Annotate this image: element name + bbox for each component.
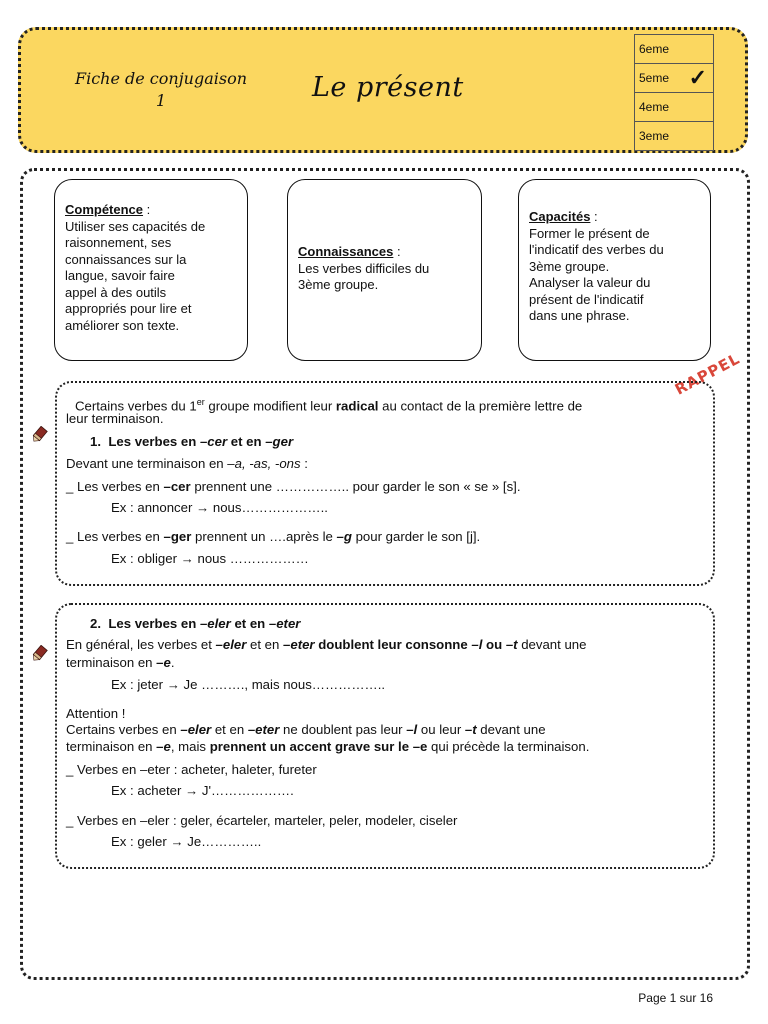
capacites-line: Analyser la valeur du [529,275,651,290]
level-5eme-label: 5eme [639,71,670,85]
page-title: Le présent [312,72,464,103]
capacites-line: 3ème groupe. [529,258,610,274]
geler-example: Ex : geler → Je………….. [111,834,262,849]
capacites-line: présent de l'indicatif [529,291,644,307]
capacites-heading: Capacités [529,209,591,224]
level-4eme: 4eme [635,93,714,122]
fiche-title-line2: 1 [155,91,167,110]
connaissances-heading: Connaissances [298,244,394,259]
attention-label: Attention ! [66,706,126,721]
fiche-title-line1: Fiche de conjugaison [74,69,248,88]
capacites-line: l'indicatif des verbes du [529,242,664,257]
card-competence [54,179,248,361]
attention-line1: Certains verbes en –eler et en –eter ne doublent pas leur –l ou leur –t devant une [66,722,546,737]
page-number: Page 1 sur 16 [638,991,713,1005]
connaissances-colon: : [393,244,401,259]
level-5eme [635,64,714,93]
competence-line: appropriés pour lire et [65,301,192,316]
eter-verb-list: _ Verbes en –eter : acheter, haleter, fureter [66,762,317,777]
general-rule-line2: terminaison en –e. [66,655,175,670]
jeter-example: Ex : jeter → Je ………., mais nous…………….. [111,677,386,692]
acheter-example: Ex : acheter → J'………………. [111,783,294,798]
ger-example: Ex : obliger → nous ……………… [111,551,309,566]
card-connaissances [287,179,482,361]
connaissances-line: 3ème groupe. [298,277,379,292]
rappel-stamp: RAPPEL [671,349,744,399]
pencil-icon [30,426,48,444]
connaissances-line: Les verbes difficiles du [298,260,430,276]
cer-rule: _ Les verbes en –cer prennent une …………….. pour garder le son « se » [s]. [66,479,521,494]
competence-line: Utiliser ses capacités de [65,218,206,234]
checkmark-icon: ✓ [688,65,707,90]
devant-line: Devant une terminaison en –a, -as, -ons : [66,456,308,471]
level-6eme: 6eme [635,35,714,64]
pencil-icon [30,645,48,663]
competence-colon: : [143,202,151,217]
competence-line: raisonnement, ses [65,235,172,250]
intro-line2: leur terminaison. [66,411,164,426]
competence-heading: Compétence [65,202,144,217]
fiche-title [56,68,266,112]
competence-line: langue, savoir faire [65,268,175,283]
cer-example: Ex : annoncer → nous……………….. [111,500,328,515]
level-table [634,34,714,151]
capacites-colon: : [590,209,598,224]
capacites-line: Former le présent de [529,225,650,241]
competence-line: connaissances sur la [65,251,187,267]
heading-cer-ger: 1. Les verbes en –cer et en –ger [90,434,294,449]
attention-line2: terminaison en –e, mais prennent un accent grave sur le –e qui précède la terminaison. [66,739,590,754]
competence-line: appel à des outils [65,284,167,300]
general-rule-line1: En général, les verbes et –eler et en –eter doublent leur consonne –l ou –t devant une [66,637,587,652]
level-3eme: 3eme [635,122,714,151]
heading-eler-eter: 2. Les verbes en –eler et en –eter [90,616,301,631]
capacites-line: dans une phrase. [529,308,630,323]
card-capacites [518,179,711,361]
eler-verb-list: _ Verbes en –eler : geler, écarteler, marteler, peler, modeler, ciseler [66,813,458,828]
ger-rule: _ Les verbes en –ger prennent un ….après le –g pour garder le son [j]. [66,529,481,544]
intro-line1: Certains verbes du 1er groupe modifient leur radical au contact de la première lettre de [75,397,583,414]
competence-line: améliorer son texte. [65,317,180,333]
